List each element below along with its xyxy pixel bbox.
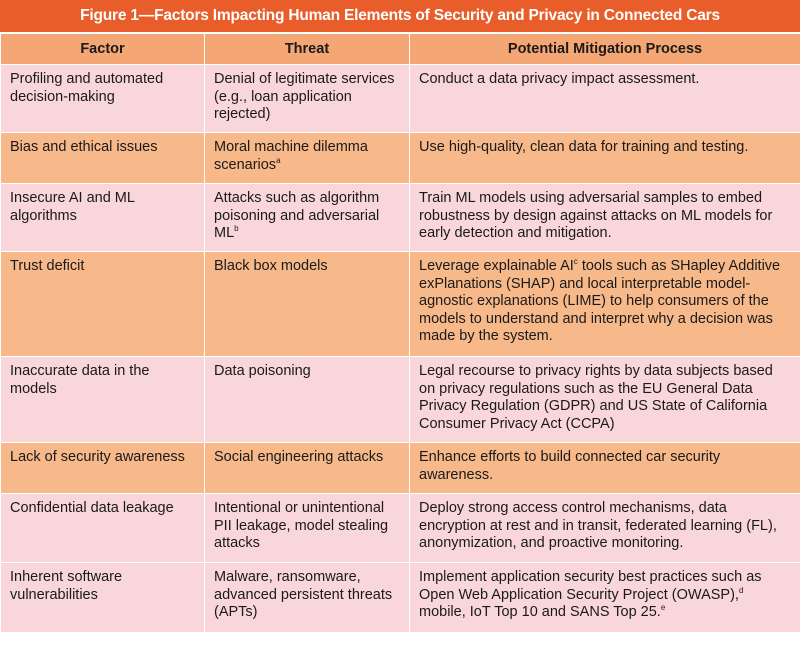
factor-cell: Bias and ethical issues [1,133,205,184]
mitigation-text-start: Implement application security best practices such as Open Web Application Security Project (OWASP), [419,569,762,603]
table-row [1,133,800,184]
footnote-marker: a [276,155,281,165]
threat-cell: Intentional or unintentional PII leakage, model stealing attacks [205,494,410,563]
factor-cell: Inaccurate data in the models [1,357,205,443]
factor-cell: Trust deficit [1,252,205,357]
footnote-marker: d [738,585,744,595]
mitigation-cell: Deploy strong access control mechanisms, data encryption at rest and in transit, federated learning (FL), anonymization, and proactive monitoring. [410,494,800,563]
mitigation-text-end: mobile, IoT Top 10 and SANS Top 25. [419,604,661,620]
table-row [1,357,800,443]
factor-cell: Insecure AI and ML algorithms [1,184,205,252]
threat-text: Attacks such as algorithm poisoning and adversarial ML [214,190,380,241]
mitigation-cell: Legal recourse to privacy rights by data subjects based on privacy regulations such as the EU General Data Privacy Regulation (GDPR) and US State of California Consumer Privacy Act (CCPA) [410,357,800,443]
column-header-mitigation: Potential Mitigation Process [410,34,800,65]
factor-cell: Lack of security awareness [1,443,205,494]
table-header-row [1,34,800,65]
mitigation-text-end: tools such as SHapley Additive exPlanations (SHAP) and local interpretable model-agnostic explanations (LIME) to help consumers of the models to understand and interpret why a decision was made by the system. [419,258,781,344]
mitigation-cell [410,252,800,357]
table-row [1,184,800,252]
figure-title: Figure 1—Factors Impacting Human Elements of Security and Privacy in Connected Cars [0,0,800,33]
factor-cell: Inherent software vulnerabilities [1,563,205,633]
footnote-marker: b [234,224,239,234]
column-header-threat: Threat [205,34,410,65]
factor-cell: Profiling and automated decision-making [1,65,205,133]
mitigation-text-start: Leverage explainable AI [419,258,574,274]
footnote-marker: e [660,603,666,613]
mitigation-cell: Use high-quality, clean data for training and testing. [410,133,800,184]
table-row [1,252,800,357]
mitigation-cell [410,563,800,633]
threat-cell: Social engineering attacks [205,443,410,494]
mitigation-cell: Enhance efforts to build connected car security awareness. [410,443,800,494]
threat-cell: Malware, ransomware, advanced persistent threats (APTs) [205,563,410,633]
mitigation-cell: Train ML models using adversarial samples to embed robustness by design against attacks on ML models for early detection and mitigation. [410,184,800,252]
footnote-marker: c [573,257,578,267]
factors-table [0,33,800,633]
threat-cell: Black box models [205,252,410,357]
table-row [1,65,800,133]
table-row [1,443,800,494]
column-header-factor: Factor [1,34,205,65]
threat-cell: Denial of legitimate services (e.g., loan application rejected) [205,65,410,133]
mitigation-cell: Conduct a data privacy impact assessment. [410,65,800,133]
threat-cell: Data poisoning [205,357,410,443]
threat-cell [205,184,410,252]
threat-cell [205,133,410,184]
table-row [1,494,800,563]
threat-text: Moral machine dilemma scenarios [214,139,368,173]
table-row [1,563,800,633]
factor-cell: Confidential data leakage [1,494,205,563]
